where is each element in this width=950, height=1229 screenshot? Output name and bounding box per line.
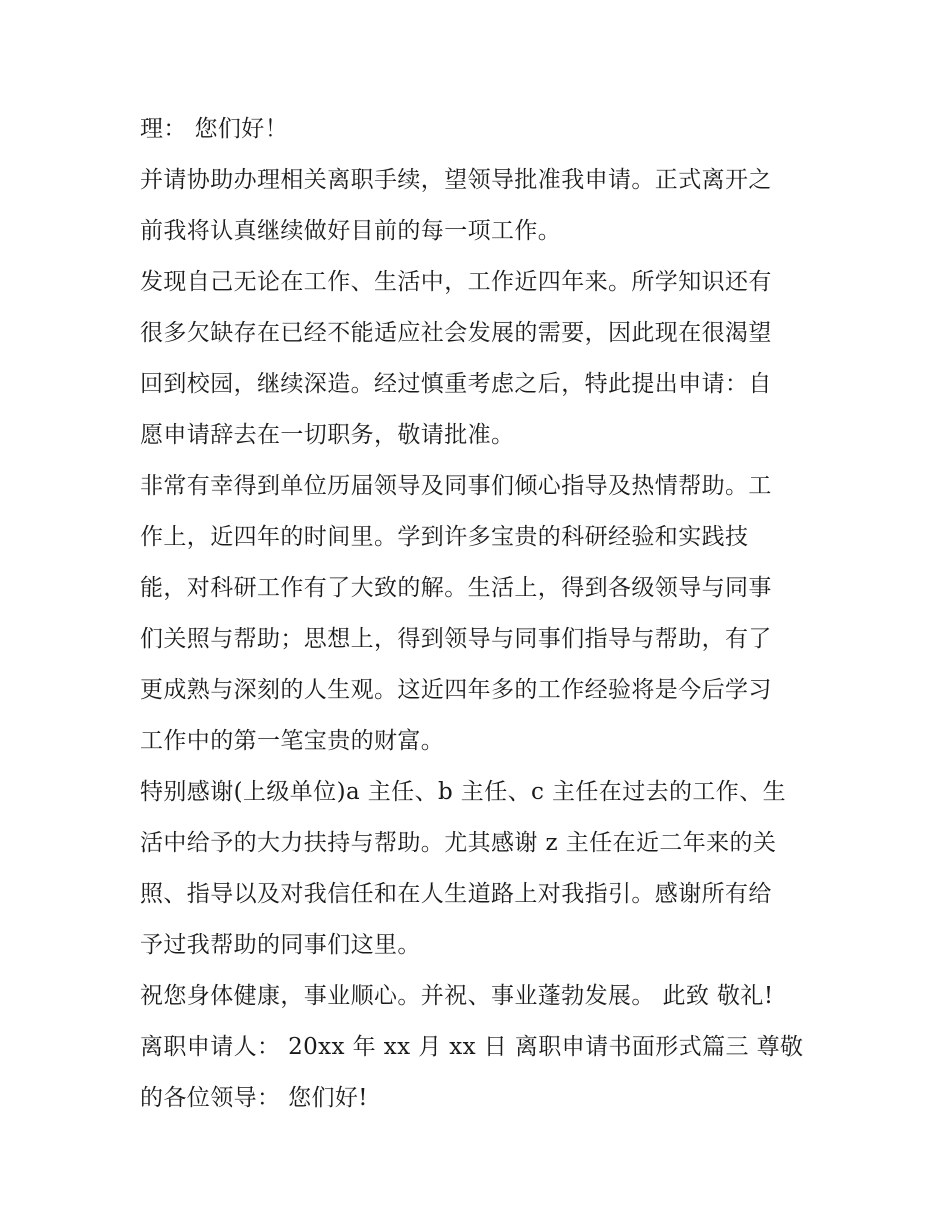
text-line: 活中给予的大力扶持与帮助。尤其感谢 z 主任在近二年来的关 <box>140 830 777 856</box>
text-line: 的各位领导： 您们好! <box>140 1085 368 1111</box>
text-line: 祝您身体健康，事业顺心。并祝、事业蓬勃发展。 此致 敬礼! <box>140 983 774 1009</box>
text-line: 们关照与帮助；思想上，得到领导与同事们指导与帮助，有了 <box>140 626 772 652</box>
text-line: 照、指导以及对我信任和在人生道路上对我指引。感谢所有给 <box>140 881 772 907</box>
text-line: 特别感谢(上级单位)a 主任、b 主任、c 主任在过去的工作、生 <box>140 779 786 805</box>
text-line: 离职申请人： 20xx 年 xx 月 xx 日 离职申请书面形式篇三 尊敬 <box>140 1034 804 1060</box>
text-line: 前我将认真继续做好目前的每一项工作。 <box>140 218 562 244</box>
text-line: 愿申请辞去在一切职务，敬请批准。 <box>140 422 515 448</box>
text-line: 非常有幸得到单位历届领导及同事们倾心指导及热情帮助。工 <box>140 473 772 499</box>
text-line: 理： 您们好！ <box>140 116 289 142</box>
text-line: 能，对科研工作有了大致的解。生活上，得到各级领导与同事 <box>140 575 772 601</box>
text-line: 工作中的第一笔宝贵的财富。 <box>140 728 445 754</box>
text-line: 予过我帮助的同事们这里。 <box>140 932 421 958</box>
text-line: 很多欠缺存在已经不能适应社会发展的需要，因此现在很渴望 <box>140 320 772 346</box>
text-line: 发现自己无论在工作、生活中，工作近四年来。所学知识还有 <box>140 269 772 295</box>
text-line: 回到校园，继续深造。经过慎重考虑之后，特此提出申请：自 <box>140 371 772 397</box>
text-line: 并请协助办理相关离职手续，望领导批准我申请。正式离开之 <box>140 167 772 193</box>
text-line: 作上，近四年的时间里。学到许多宝贵的科研经验和实践技 <box>140 524 749 550</box>
letter-body <box>140 104 820 1124</box>
text-line: 更成熟与深刻的人生观。这近四年多的工作经验将是今后学习 <box>140 677 772 703</box>
